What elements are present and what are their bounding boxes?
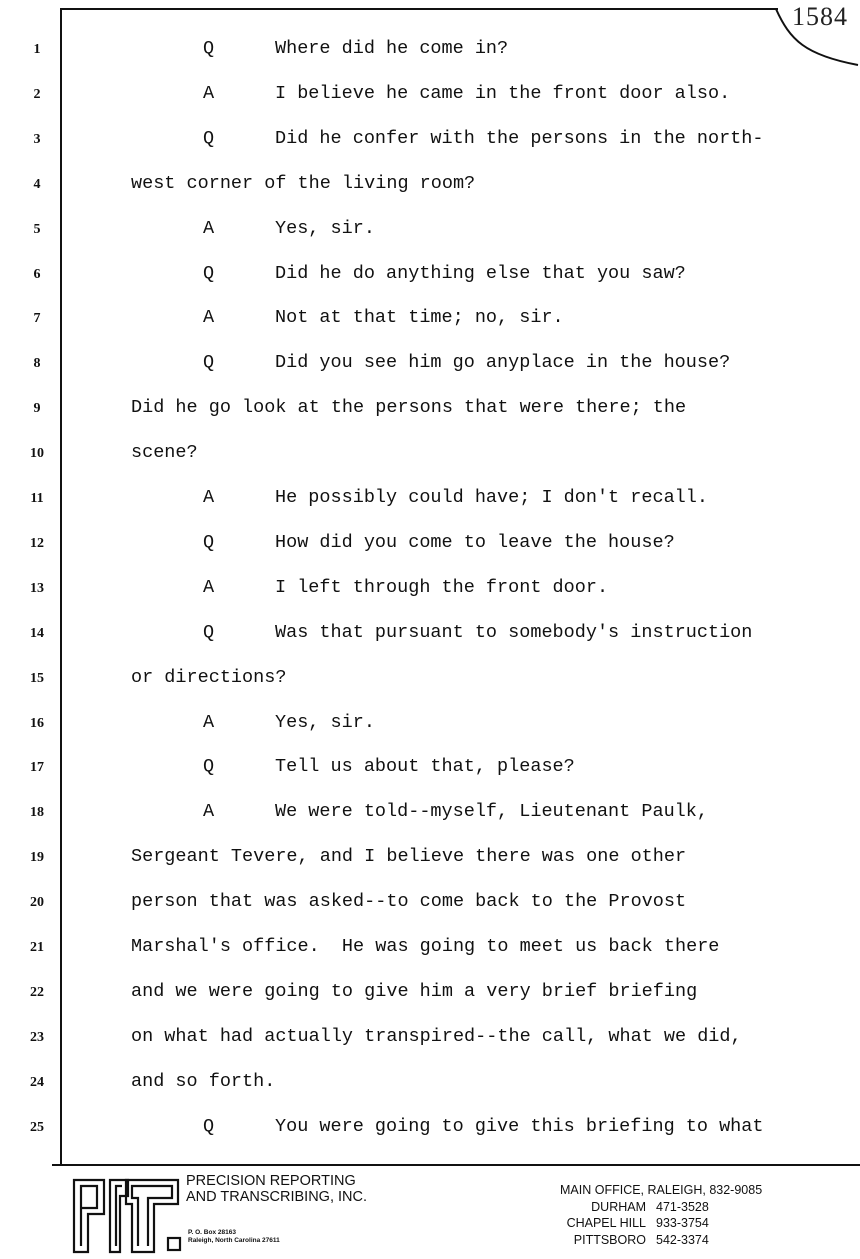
line-number: 23 — [30, 1030, 44, 1045]
question-marker: Q — [203, 532, 215, 553]
line-number: 10 — [30, 446, 44, 461]
testimony-continuation: scene? — [131, 442, 198, 463]
question-marker: Q — [203, 1116, 215, 1137]
company-name-line2: AND TRANSCRIBING, INC. — [186, 1189, 368, 1205]
testimony-text: You were going to give this briefing to what — [275, 1116, 764, 1137]
testimony-text: Tell us about that, please? — [275, 756, 575, 777]
company-name — [186, 1173, 367, 1205]
testimony-text: We were told--myself, Lieutenant Paulk, — [275, 801, 708, 822]
line-number: 21 — [30, 940, 44, 955]
testimony-text: Did he confer with the persons in the north- — [275, 128, 764, 149]
company-address — [188, 1229, 280, 1245]
testimony-text: Yes, sir. — [275, 218, 375, 239]
testimony-continuation: or directions? — [131, 667, 287, 688]
testimony-text: Did he do anything else that you saw? — [275, 263, 686, 284]
testimony-continuation: west corner of the living room? — [131, 173, 476, 194]
line-number: 3 — [33, 132, 41, 147]
testimony-continuation: and we were going to give him a very brief briefing — [131, 981, 698, 1002]
line-number: 7 — [33, 311, 41, 326]
main-office: MAIN OFFICE, RALEIGH, 832-9085 — [560, 1183, 763, 1197]
testimony-text: Not at that time; no, sir. — [275, 307, 564, 328]
question-marker: Q — [203, 263, 215, 284]
line-number: 2 — [33, 87, 41, 102]
question-marker: Q — [203, 622, 215, 643]
line-number: 5 — [33, 222, 41, 237]
answer-marker: A — [203, 218, 215, 239]
line-number: 24 — [30, 1075, 44, 1090]
office-row — [560, 1232, 762, 1249]
answer-marker: A — [203, 577, 215, 598]
office-row — [560, 1215, 762, 1232]
testimony-continuation: Sergeant Tevere, and I believe there was one other — [131, 846, 687, 867]
answer-marker: A — [203, 83, 215, 104]
line-number: 14 — [30, 626, 44, 641]
office-phone: 471-3528 — [656, 1199, 709, 1214]
testimony-continuation: on what had actually transpired--the call, what we did, — [131, 1026, 742, 1047]
office-phone: 933-3754 — [656, 1216, 709, 1230]
company-name-line1: PRECISION REPORTING — [186, 1173, 356, 1189]
margin-rule-left — [60, 8, 62, 1166]
address-line2: Raleigh, North Carolina 27611 — [188, 1237, 280, 1244]
testimony-text: Where did he come in? — [275, 38, 509, 59]
line-number: 15 — [30, 671, 44, 686]
line-number: 13 — [30, 581, 44, 596]
line-number: 16 — [30, 716, 44, 731]
line-number: 20 — [30, 895, 44, 910]
testimony-text: How did you come to leave the house? — [275, 532, 675, 553]
line-number: 19 — [30, 850, 44, 865]
answer-marker: A — [203, 712, 215, 733]
question-marker: Q — [203, 756, 215, 777]
testimony-text: I left through the front door. — [275, 577, 609, 598]
line-number: 4 — [33, 177, 41, 192]
line-number: 8 — [33, 356, 41, 371]
office-row — [560, 1199, 762, 1216]
office-city: DURHAM — [591, 1199, 646, 1214]
company-logo — [70, 1174, 184, 1256]
page-number: 1584 — [792, 2, 848, 31]
office-city: PITTSBORO — [573, 1232, 646, 1247]
line-number: 1 — [33, 42, 41, 57]
testimony-continuation: Marshal's office. He was going to meet us back there — [131, 936, 720, 957]
testimony-continuation: and so forth. — [131, 1071, 276, 1092]
answer-marker: A — [203, 307, 215, 328]
testimony-text: Yes, sir. — [275, 712, 375, 733]
office-city: CHAPEL HILL — [566, 1216, 646, 1230]
line-number: 25 — [30, 1120, 44, 1135]
line-number: 12 — [30, 536, 44, 551]
testimony-continuation: Did he go look at the persons that were there; the — [131, 397, 687, 418]
question-marker: Q — [203, 128, 215, 149]
testimony-text: I believe he came in the front door also. — [275, 83, 731, 104]
testimony-text: Was that pursuant to somebody's instruction — [275, 622, 753, 643]
question-marker: Q — [203, 38, 215, 59]
address-line1: P. O. Box 28163 — [188, 1229, 236, 1236]
line-number: 11 — [30, 491, 44, 506]
office-phone: 542-3374 — [656, 1232, 709, 1247]
reporter-footer — [0, 1172, 860, 1259]
line-number: 17 — [30, 760, 44, 775]
testimony-text: Did you see him go anyplace in the house? — [275, 352, 731, 373]
line-number: 9 — [33, 401, 41, 416]
answer-marker: A — [203, 487, 215, 508]
testimony-continuation: person that was asked--to come back to the Provost — [131, 891, 687, 912]
testimony-text: He possibly could have; I don't recall. — [275, 487, 708, 508]
answer-marker: A — [203, 801, 215, 822]
line-number: 18 — [30, 805, 44, 820]
question-marker: Q — [203, 352, 215, 373]
margin-rule-bottom — [52, 1164, 860, 1166]
line-number: 22 — [30, 985, 44, 1000]
line-number: 6 — [33, 267, 41, 282]
office-list — [560, 1182, 762, 1248]
